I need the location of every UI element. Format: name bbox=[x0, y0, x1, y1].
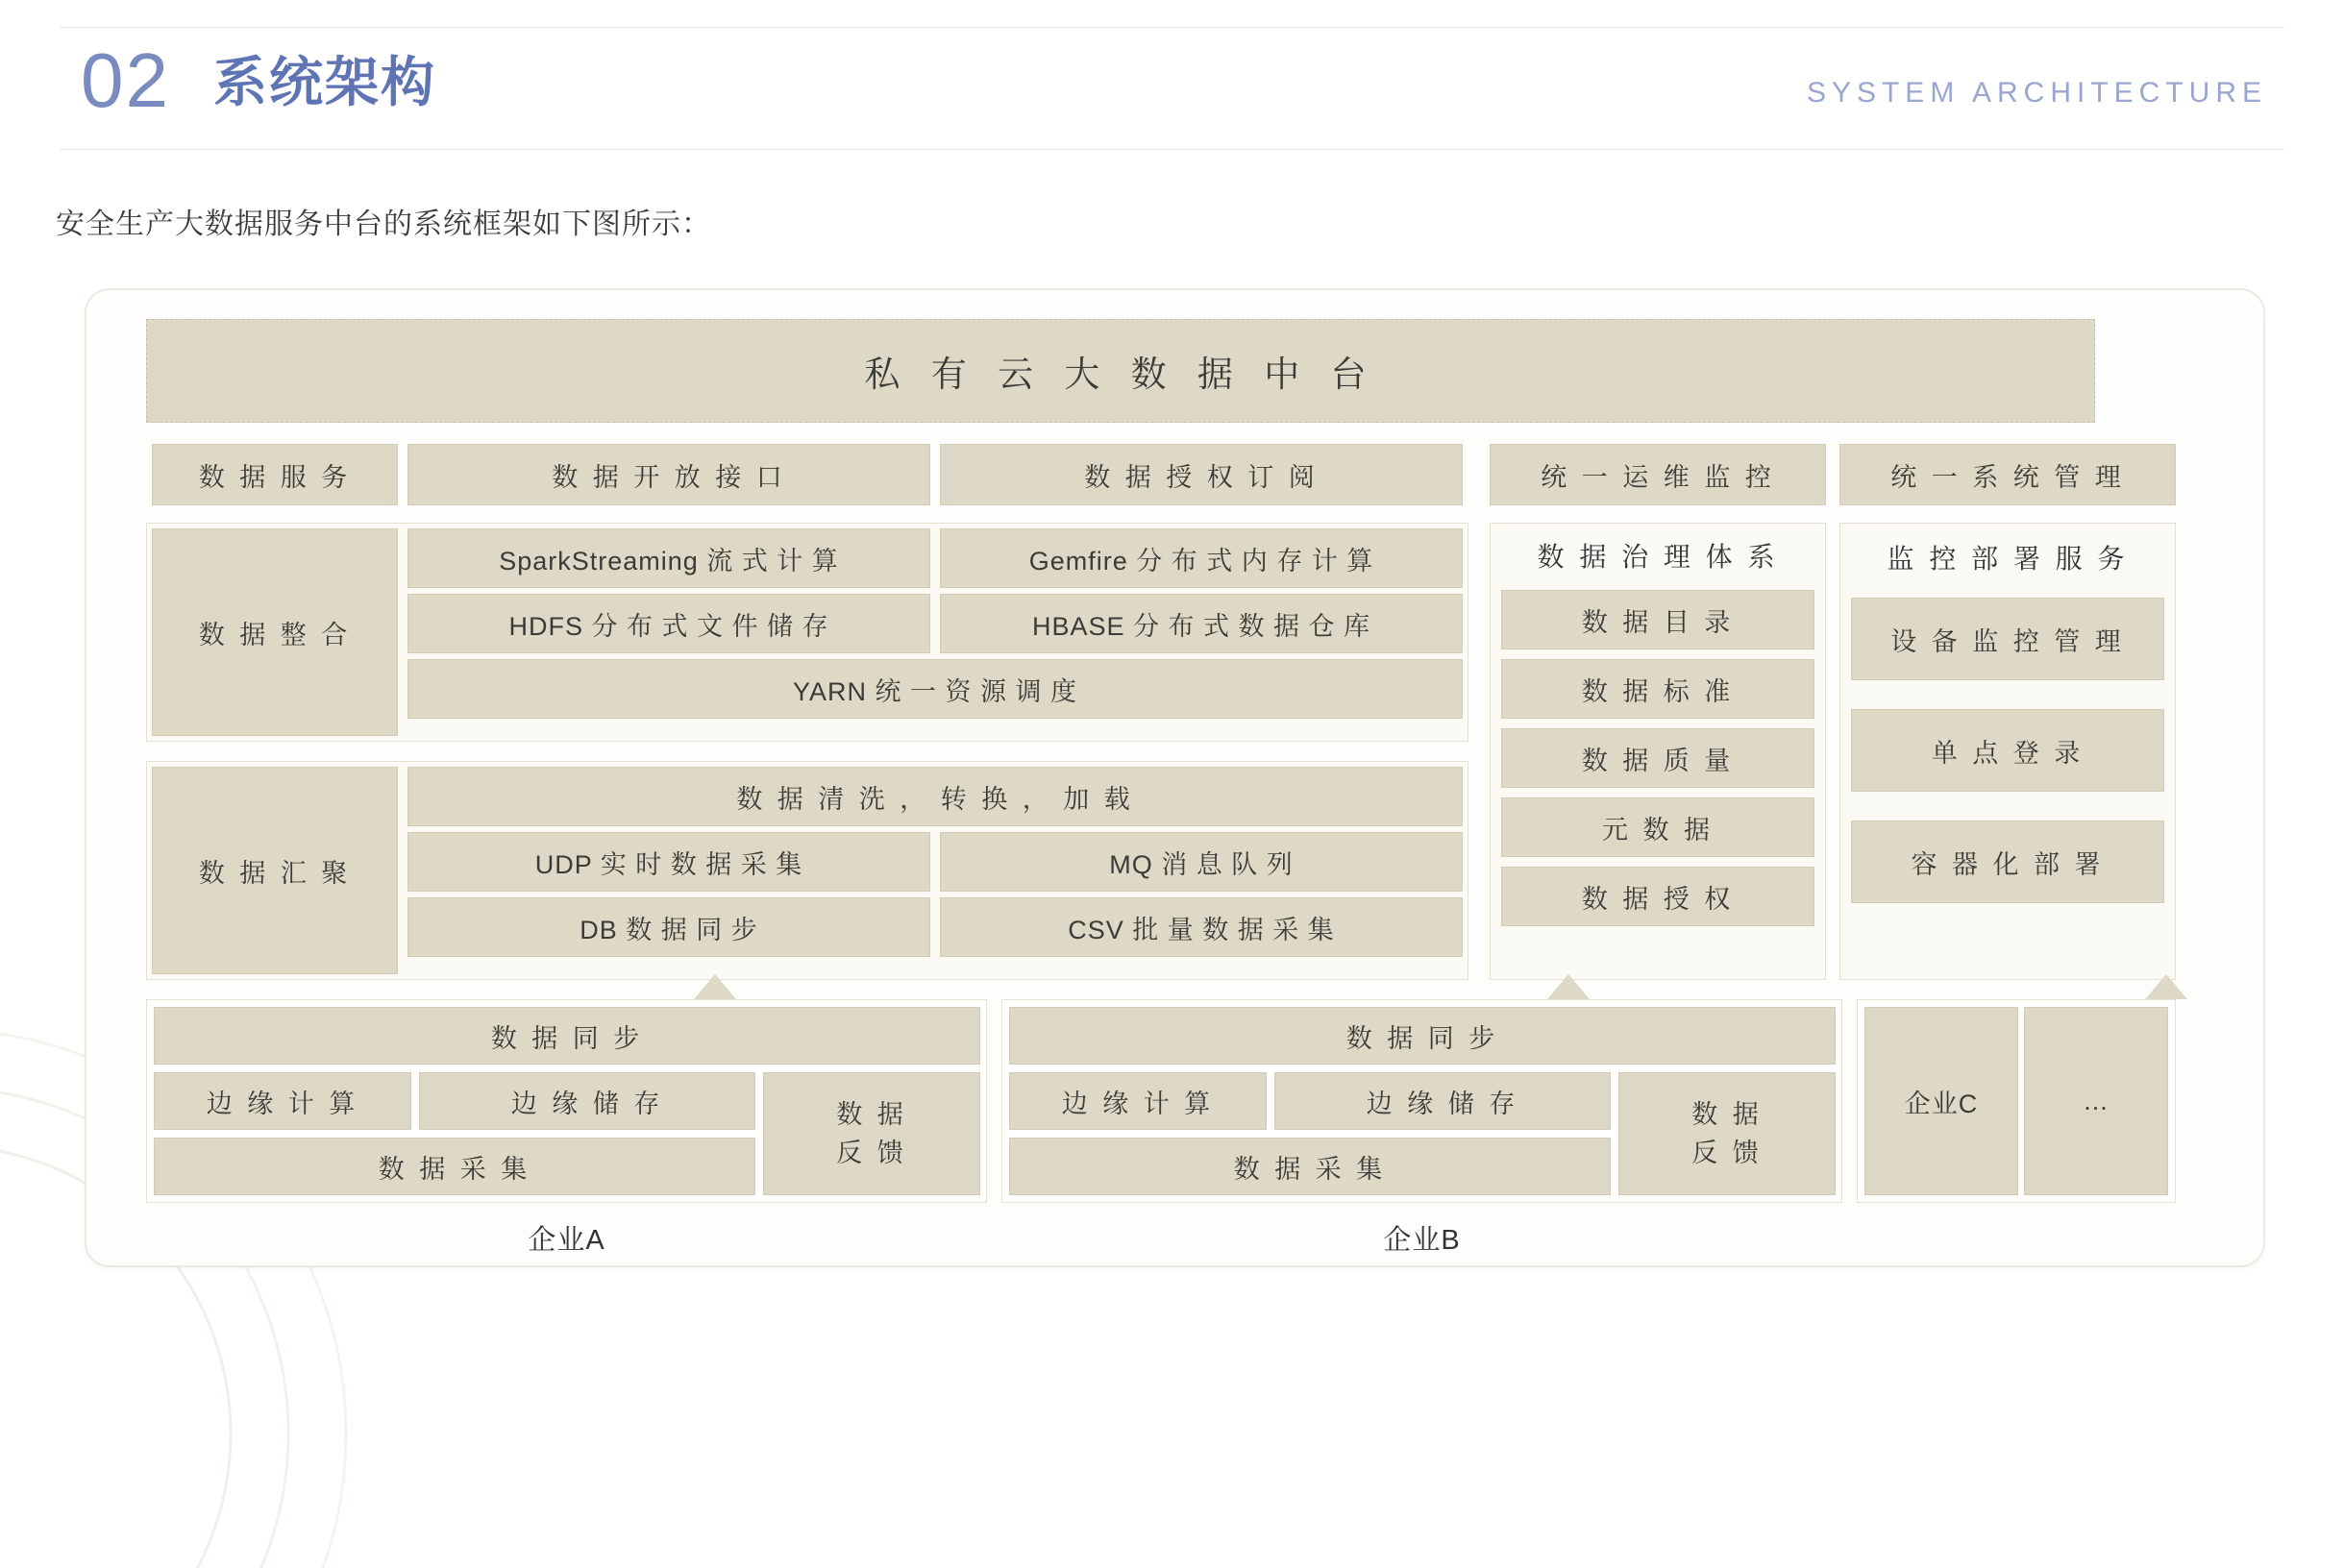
data-quality-box: 数 据 质 量 bbox=[1501, 728, 1814, 788]
enterprise-b-data-sync: 数 据 同 步 bbox=[1009, 1007, 1836, 1065]
intro-text: 安全生产大数据服务中台的系统框架如下图所示： bbox=[56, 208, 711, 240]
data-open-api-box: 数 据 开 放 接 口 bbox=[407, 444, 930, 505]
data-governance-title: 数 据 治 理 体 系 bbox=[1537, 542, 1779, 572]
arrow-up-enterprise-b bbox=[1547, 974, 1590, 999]
udp-realtime-collect-box: UDP 实 时 数 据 采 集 bbox=[407, 832, 930, 892]
data-integration-label: 数 据 整 合 bbox=[152, 528, 398, 736]
enterprise-a-data-feedback bbox=[763, 1072, 980, 1195]
mq-message-queue-box: MQ 消 息 队 列 bbox=[940, 832, 1463, 892]
header-rule-bottom bbox=[60, 149, 2284, 150]
data-standard-box: 数 据 标 准 bbox=[1501, 659, 1814, 719]
enterprise-a-data-sync: 数 据 同 步 bbox=[154, 1007, 980, 1065]
metadata-box: 元 数 据 bbox=[1501, 797, 1814, 857]
data-authorization-box: 数 据 授 权 bbox=[1501, 867, 1814, 926]
device-monitor-management-box: 设 备 监 控 管 理 bbox=[1851, 598, 2164, 680]
enterprise-a-data-collect: 数 据 采 集 bbox=[154, 1138, 755, 1195]
enterprise-b-feedback-line1: 数 据 bbox=[1691, 1099, 1763, 1129]
arrow-up-enterprise-a bbox=[694, 974, 736, 999]
section-number: 02 bbox=[81, 37, 170, 123]
single-sign-on-box: 单 点 登 录 bbox=[1851, 709, 2164, 792]
enterprise-b-caption: 企业B bbox=[1383, 1225, 1461, 1256]
containerized-deployment-box: 容 器 化 部 署 bbox=[1851, 821, 2164, 903]
data-authorization-subscribe-box: 数 据 授 权 订 阅 bbox=[940, 444, 1463, 505]
slide-header bbox=[0, 0, 2344, 161]
sparkstreaming-box: SparkStreaming 流 式 计 算 bbox=[407, 528, 930, 588]
csv-batch-collect-box: CSV 批 量 数 据 采 集 bbox=[940, 897, 1463, 957]
enterprise-more-box: ... bbox=[2024, 1007, 2168, 1195]
enterprise-a-edge-storage: 边 缘 储 存 bbox=[419, 1072, 755, 1130]
data-catalog-box: 数 据 目 录 bbox=[1501, 590, 1814, 649]
monitor-deploy-title: 监 控 部 署 服 务 bbox=[1887, 544, 2129, 574]
arrow-up-enterprise-c bbox=[2145, 974, 2187, 999]
enterprise-a-caption: 企业A bbox=[528, 1225, 605, 1256]
data-aggregation-label: 数 据 汇 聚 bbox=[152, 767, 398, 974]
enterprise-a-edge-compute: 边 缘 计 算 bbox=[154, 1072, 411, 1130]
page-title: 系统架构 bbox=[213, 52, 436, 112]
enterprise-c-box: 企业C bbox=[1864, 1007, 2018, 1195]
enterprise-b-feedback-line2: 反 馈 bbox=[1691, 1139, 1763, 1167]
architecture-diagram bbox=[85, 288, 2265, 1267]
hdfs-box: HDFS 分 布 式 文 件 储 存 bbox=[407, 594, 930, 653]
page-title-english: SYSTEM ARCHITECTURE bbox=[1806, 77, 2267, 109]
unified-ops-monitor-box: 统 一 运 维 监 控 bbox=[1490, 444, 1826, 505]
hbase-box: HBASE 分 布 式 数 据 仓 库 bbox=[940, 594, 1463, 653]
enterprise-b-edge-compute: 边 缘 计 算 bbox=[1009, 1072, 1267, 1130]
enterprise-a-feedback-line2: 反 馈 bbox=[836, 1139, 907, 1167]
diagram-inner-frame bbox=[146, 309, 2212, 1256]
enterprise-b-data-feedback bbox=[1618, 1072, 1836, 1195]
gemfire-box: Gemfire 分 布 式 内 存 计 算 bbox=[940, 528, 1463, 588]
unified-system-management-box: 统 一 系 统 管 理 bbox=[1839, 444, 2176, 505]
enterprise-b-edge-storage: 边 缘 储 存 bbox=[1274, 1072, 1611, 1130]
data-service-label: 数 据 服 务 bbox=[152, 444, 398, 505]
yarn-box: YARN 统 一 资 源 调 度 bbox=[407, 659, 1463, 719]
db-sync-box: DB 数 据 同 步 bbox=[407, 897, 930, 957]
platform-title-band: 私 有 云 大 数 据 中 台 bbox=[146, 319, 2095, 423]
header-rule-top bbox=[60, 27, 2284, 28]
etl-box: 数 据 清 洗 ， 转 换 ， 加 载 bbox=[407, 767, 1463, 826]
enterprise-a-feedback-line1: 数 据 bbox=[836, 1099, 907, 1129]
enterprise-b-data-collect: 数 据 采 集 bbox=[1009, 1138, 1611, 1195]
